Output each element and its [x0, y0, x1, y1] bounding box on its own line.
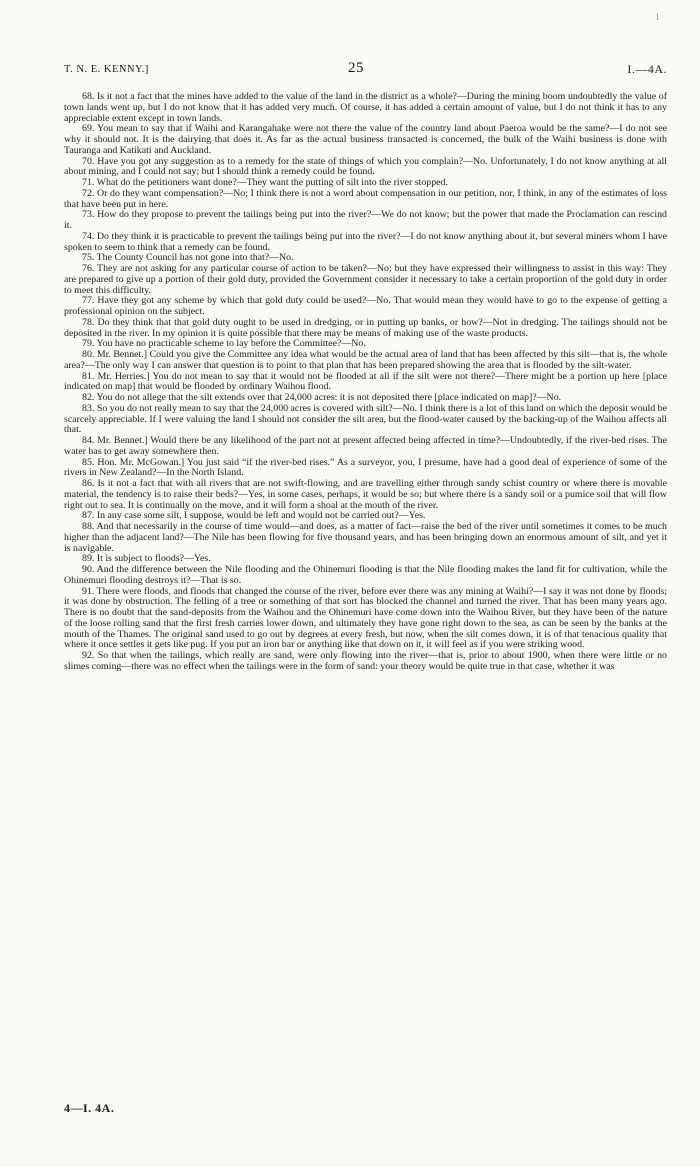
- paragraph-69: 69. You mean to say that if Waihi and Karangahake were not there the value of the country land about Paeroa would be the same?—I do not see why it should not. It is the dairying that does it. As far as the actual business transacted is concerned, the bulk of the Waihi business is done with Tauranga and Katikati and Auckland.: [64, 123, 667, 156]
- paragraph-92: 92. So that when the tailings, which really are sand, were only flowing into the river—that is, prior to about 1900, when there were little or no slimes coming—there was no effect when the tailings were in the form of sand: your theory would be quite true in that case, whether it was: [64, 650, 667, 672]
- paragraph-89: 89. It is subject to floods?—Yes.: [82, 553, 211, 565]
- paragraph-90: 90. And the difference between the Nile flooding and the Ohinemuri flooding is that the Nile flooding makes the land fit for cultivation, while the Ohinemuri flooding destroys it?—That is so.: [64, 564, 667, 586]
- page-number: 25: [348, 60, 364, 76]
- corner-mark: 1: [655, 12, 660, 22]
- paragraph-82: 82. You do not allege that the silt extends over that 24,000 acres: it is not deposited there [place indicated on map]?—No.: [82, 392, 562, 403]
- paragraph-75: 75. The County Council has not gone into that?—No.: [82, 252, 294, 264]
- document-body: [64, 92, 667, 673]
- paragraph-81: 81. Mr. Herries.] You do not mean to say that it would not be flooded at all if the silt were not there?—There might be a portion up here [place indicated on map] that would be flooded by ordinary Waihou flood.: [64, 370, 667, 393]
- paragraph-77: 77. Have they got any scheme by which that gold duty could be used?—No. That would mean they would have to go to the expense of getting a professional opinion on the subject.: [64, 295, 667, 317]
- document-reference: I.—4A.: [627, 62, 667, 76]
- paragraph-78: 78. Do they think that that gold duty ought to be used in dredging, or in putting up banks, or how?—Not in dredging. The tailings should not be deposited in the river. In my opinion it is quite possible that there may be means of making use of the waste products.: [64, 316, 667, 339]
- paragraph-87: 87. In any case some silt, I suppose, would be left and would not be carried out?—Yes.: [82, 510, 426, 522]
- paragraph-91: 91. There were floods, and floods that changed the course of the river, before ever there was any mining at Waihi?—I say it was not done by floods; it was done by obstruction. The felling of a tree or something of that sort has blocked the channel and turned the river. That has been many years ago. There is no doubt that the sand-deposits from the Waihou and the Ohinemuri have come down into the Waihou River, but they have been of the nature of the loose rolling sand that the first fresh carries lower down, and ultimately they have gone right down to the sea, as can be seen by the banks at the mouth of the Thames. The original sand used to go out by degrees at every fresh, but now, when the silt comes down, it is of that tenacious quality that where it once settles it gets like pug. If you put an iron bar or anything like that down on it, it will feel as if you were striking wood.: [64, 585, 667, 651]
- paragraph-85: 85. Hon. Mr. McGowan.] You just said “if the river-bed rises.” As a surveyor, you, I presume, have had a good deal of experience of some of the rivers in New Zealand?—In the North Island.: [64, 456, 667, 479]
- paragraph-86: 86. Is it not a fact that with all rivers that are not swift-flowing, and are travelling either through sandy schist country or where there is movable material, the tendency is to raise their beds?—Yes, in some cases, perhaps, it would be so; but where there is a sandy soil or a pumice soil that will flow right out to sea. It is continually on the move, and it will form a shoal at the mouth of the river.: [64, 478, 667, 511]
- paragraph-76: 76. They are not asking for any particular course of action to be taken?—No; but they have expressed their willingness to assist in this way: They are prepared to give up a portion of their gold duty, provided the Government consider it necessary to take a certain proportion of the gold duty in order to meet this difficulty.: [64, 263, 667, 296]
- paragraph-79: 79. You have no practicable scheme to lay before the Committee?—No.: [82, 338, 366, 350]
- paragraph-73: 73. How do they propose to prevent the tailings being put into the river?—We do not know; but the power that made the Proclamation can rescind it.: [64, 209, 667, 231]
- paragraph-71: 71. What do the petitioners want done?—They want the putting of silt into the river stopped.: [82, 177, 448, 188]
- paragraph-72: 72. Or do they want compensation?—No; I think there is not a word about compensation in our petition, nor, I think, in any of the estimates of loss that have been put in here.: [64, 187, 667, 210]
- page-header: [64, 62, 667, 80]
- witness-name: T. N. E. KENNY.]: [64, 64, 149, 75]
- paragraph-80: 80. Mr. Bennet.] Could you give the Committee any idea what would be the actual area of land that has been affected by this silt—that is, the whole area?—The only way I can answer that question is to point to that plan that has been prepared showing the area that is flooded by the silt-water.: [64, 349, 667, 371]
- paragraph-84: 84. Mr. Bennet.] Would there be any likelihood of the part not at present affected being affected in time?—Undoubtedly, if the river-bed rises. The water has to get away somewhere then.: [64, 435, 667, 457]
- paragraph-88: 88. And that necessarily in the course of time would—and does, as a matter of fact—raise the bed of the river until sometimes it comes to be much higher than the adjacent land?—The Nile has been flowing for five thousand years, and has been bringing down an enormous amount of silt, and yet it is navigable.: [64, 521, 667, 554]
- page-footer: 4—I. 4A.: [64, 1101, 115, 1115]
- paragraph-83: 83. So you do not really mean to say that the 24,000 acres is covered with silt?—No. I think there is a lot of this land on which the deposit would be scarcely appreciable. If I were valuing the land I should not consider the silt area, but the flood-water caused by the backing-up of the Waihou affects all that.: [64, 402, 667, 436]
- paragraph-74: 74. Do they think it is practicable to prevent the tailings being put into the river?—I do not know anything about it, but several miners whom I have spoken to seem to think that a remedy can be found.: [64, 230, 667, 253]
- paragraph-70: 70. Have you got any suggestion as to a remedy for the state of things of which you complain?—No. Unfortunately, I do not know anything at all about mining, and I could not say; but I should think a remedy could be found.: [64, 155, 667, 178]
- paragraph-68: 68. Is it not a fact that the mines have added to the value of the land in the district as a whole?—During the mining boom undoubtedly the value of town lands went up, but I do not know that it has added very much. Of course, it has added a certain amount of value, but I do not think it has to any appreciable extent except in town lands.: [64, 91, 667, 124]
